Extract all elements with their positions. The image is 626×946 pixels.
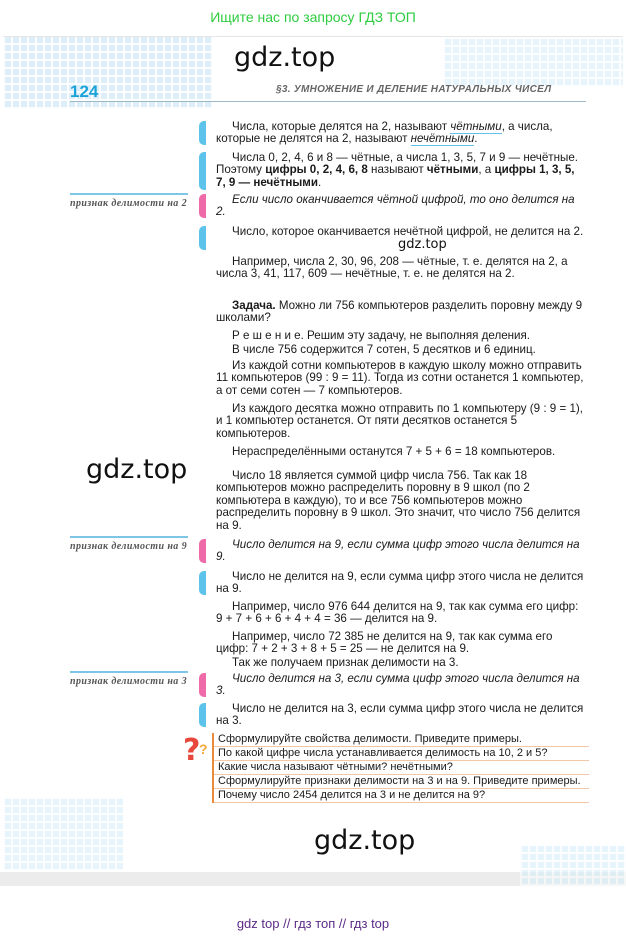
text: . Решим эту задачу, не выполняя деления. <box>300 329 531 342</box>
watermark: gdz.top <box>86 454 188 485</box>
paragraph: Число 18 является суммой цифр числа 756. Так как 18 компьютеров можно распределить поровну в 9 школ (по 2 компьютера в каждую), то и все 756 компьютеров можно распределить поровну в 9 школ. Это значит, что число 756 делится на 9. <box>216 469 581 532</box>
watermark: gdz.top <box>314 825 416 856</box>
grid-decoration <box>520 846 626 886</box>
footer-links[interactable]: gdz top // гдз топ // гдз top <box>236 916 390 931</box>
task-paragraph <box>216 300 586 325</box>
text: называют <box>367 163 427 177</box>
paragraph: Так же получаем признак делимости на 3. <box>232 656 459 669</box>
question-item: По какой цифре числа устанавливается делимость на 10, 2 и 5? <box>214 747 589 761</box>
solution-paragraph <box>216 330 586 342</box>
grid-decoration <box>3 37 213 109</box>
question-item: Почему число 2454 делится на 3 и не делится на 9? <box>214 789 589 803</box>
text: . <box>318 175 322 189</box>
rule-div-9: Число делится на 9, если сумма цифр этого числа делится на 9. <box>216 538 580 564</box>
bold-text: цифры 1, 3, 5, 7, 9 — нечётными <box>216 163 575 189</box>
margin-note: признак делимости на 3 <box>70 671 188 687</box>
term: нечётными <box>410 132 475 146</box>
review-questions <box>212 733 589 803</box>
term: чётными <box>450 120 502 133</box>
text: Можно ли 756 компьютеров разделить поровну между 9 школами? <box>216 299 583 325</box>
chapter-title: §3. УМНОЖЕНИЕ И ДЕЛЕНИЕ НАТУРАЛЬНЫХ ЧИСЕЛ <box>276 84 552 95</box>
text: , а <box>478 163 495 177</box>
grid-decoration <box>3 797 123 871</box>
grid-decoration <box>443 37 623 87</box>
paragraph-marker <box>199 703 206 727</box>
example-paragraph: Например, число 976 644 делится на 9, так как сумма его цифр: 9 + 7 + 6 + 6 + 4 + 4 = 36 — делится на 9. <box>216 600 579 626</box>
digits-paragraph <box>216 152 586 189</box>
paragraph-marker <box>199 226 206 250</box>
bold-text: чётными <box>426 163 479 177</box>
margin-note: признак делимости на 2 <box>70 193 188 209</box>
paragraph: В числе 756 содержится 7 сотен, 5 десятков и 6 единиц. <box>232 343 536 356</box>
paragraph: Число не делится на 9, если сумма цифр этого числа не делится на 9. <box>216 570 584 596</box>
rule-marker <box>199 539 206 563</box>
paragraph-marker <box>199 152 206 190</box>
paragraph: Из каждой сотни компьютеров в каждую школу можно отправить 11 компьютеров (99 : 9 = 11). Тогда из сотни останется 1 компьютер, а от семи сотен — 7 компьютеров. <box>216 359 584 397</box>
watermark: gdz.top <box>398 237 447 252</box>
example-paragraph: Например, число 72 385 не делится на 9, так как сумма его цифр: 7 + 2 + 3 + 8 + 5 = 25 — не делится на 9. <box>216 630 553 656</box>
rule-div-3: Число делится на 3, если сумма цифр этого числа делится на 3. <box>216 672 580 698</box>
watermark: gdz.top <box>234 42 336 73</box>
task-label: Задача. <box>232 299 276 312</box>
question-item: Сформулируйте признаки делимости на 3 и на 9. Приведите примеры. <box>214 775 589 789</box>
page-number: 124 <box>70 82 99 101</box>
paragraph: Число не делится на 3, если сумма цифр этого числа не делится на 3. <box>216 702 584 728</box>
definition-paragraph <box>216 121 586 146</box>
example-paragraph: Например, числа 2, 30, 96, 208 — чётные, т. е. делятся на 2, а числа 3, 41, 117, 609 — нечётные, т. е. не делятся на 2. <box>216 255 568 281</box>
question-item: Сформулируйте свойства делимости. Приведите примеры. <box>214 733 589 747</box>
top-banner[interactable]: Ищите нас по запросу ГДЗ ТОП <box>210 9 416 25</box>
question-mark-icon: ? <box>183 733 201 768</box>
margin-note: признак делимости на 9 <box>70 536 188 552</box>
question-mark-icon: ? <box>199 741 208 757</box>
rule-marker <box>199 673 206 697</box>
text: Числа, которые делятся на 2, называют <box>232 120 451 133</box>
rule-div-2: Если число оканчивается чётной цифрой, то оно делится на 2. <box>216 193 575 219</box>
rule-marker <box>199 194 206 218</box>
paragraph-marker <box>199 571 206 595</box>
paragraph: Число, которое оканчивается нечётной цифрой, не делится на 2. <box>232 225 584 238</box>
solution-label: Р е ш е н и е <box>232 329 301 342</box>
paragraph: Из каждого десятка можно отправить по 1 компьютеру (9 : 9 = 1), и 1 компьютер останется. От пяти десятков останется 5 компьютеров. <box>216 402 583 440</box>
text: , а числа, которые не делятся на 2, называют <box>216 120 553 146</box>
bold-text: цифры 0, 2, 4, 6, 8 <box>265 163 368 177</box>
question-item: Какие числа называют чётными? нечётными? <box>214 761 589 775</box>
paragraph: Нераспределёнными останутся 7 + 5 + 6 = 18 компьютеров. <box>232 445 556 458</box>
text: . <box>474 132 478 146</box>
paragraph-marker <box>199 121 206 145</box>
text: Числа 0, 2, 4, 6 и 8 — чётные, а числа 1, 3, 5, 7 и 9 — нечётные. Поэтому <box>216 151 578 177</box>
header-divider <box>70 101 586 102</box>
